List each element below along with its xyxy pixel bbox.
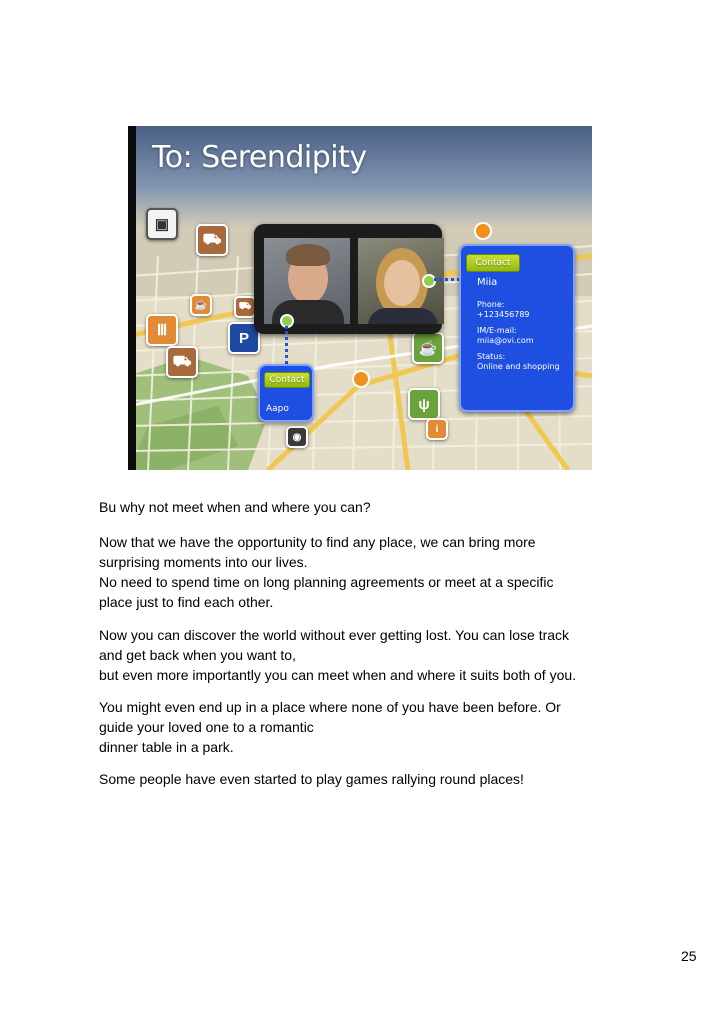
contact-card-aapo[interactable] <box>258 364 314 422</box>
text-line: surprising moments into our lives. <box>99 554 308 570</box>
page-number: 25 <box>681 948 697 964</box>
aapo-photo <box>264 238 350 324</box>
info-icon[interactable]: i <box>426 418 448 440</box>
slide-left-border <box>128 126 136 470</box>
status-value: Online and shopping <box>477 362 560 371</box>
text-line: Bu why not meet when and where you can? <box>99 499 371 515</box>
text-line: place just to find each other. <box>99 594 274 610</box>
shopping-cart-icon[interactable]: ⛟ <box>196 224 228 256</box>
connector-line <box>285 326 288 364</box>
text-line: dinner table in a park. <box>99 739 234 755</box>
paragraph-4 <box>99 697 659 757</box>
camera-icon[interactable]: ◉ <box>286 426 308 448</box>
contact-name: Miia <box>477 277 498 288</box>
slide-image <box>128 126 592 470</box>
cafe-icon[interactable]: ☕ <box>412 332 444 364</box>
paragraph-3 <box>99 625 659 685</box>
text-line: Now you can discover the world without ever getting lost. You can lose track <box>99 627 570 643</box>
paragraph-5 <box>99 769 659 789</box>
parking-icon[interactable]: P <box>228 322 260 354</box>
restaurant-icon[interactable]: ψ <box>408 388 440 420</box>
paragraph-2 <box>99 532 659 612</box>
connector-dot <box>422 274 436 288</box>
text-line: Some people have even started to play games rallying round places! <box>99 771 524 787</box>
im-label: IM/E-mail: <box>477 326 517 335</box>
paragraph-1 <box>99 497 659 517</box>
connector-line <box>434 278 460 281</box>
contact-button[interactable]: Contact <box>264 372 310 388</box>
slide-title: To: Serendipity <box>152 140 367 175</box>
coffee-icon[interactable]: ☕ <box>190 294 212 316</box>
miia-location-pin[interactable] <box>474 222 492 240</box>
text-line: guide your loved one to a romantic <box>99 719 314 735</box>
shopping-cart-icon[interactable]: ⛟ <box>234 296 256 318</box>
contact-button[interactable]: Contact <box>466 254 520 272</box>
phone-value: +123456789 <box>477 310 530 319</box>
text-line: You might even end up in a place where none of you have been before. Or <box>99 699 561 715</box>
text-line: No need to spend time on long planning agreements or meet at a specific <box>99 574 554 590</box>
text-line: Now that we have the opportunity to find any place, we can bring more <box>99 534 536 550</box>
status-label: Status: <box>477 352 506 361</box>
contact-card-miia[interactable] <box>459 244 575 412</box>
im-value: miia@ovi.com <box>477 336 534 345</box>
shopping-cart-icon[interactable]: ⛟ <box>166 346 198 378</box>
tram-icon[interactable]: ▣ <box>146 208 178 240</box>
text-line: and get back when you want to, <box>99 647 296 663</box>
text-line: but even more importantly you can meet when and where it suits both of you. <box>99 667 577 683</box>
aapo-location-pin[interactable] <box>352 370 370 388</box>
contact-name: Aapo <box>266 404 289 414</box>
phone-label: Phone: <box>477 300 505 309</box>
bank-icon[interactable]: Ⅲ <box>146 314 178 346</box>
